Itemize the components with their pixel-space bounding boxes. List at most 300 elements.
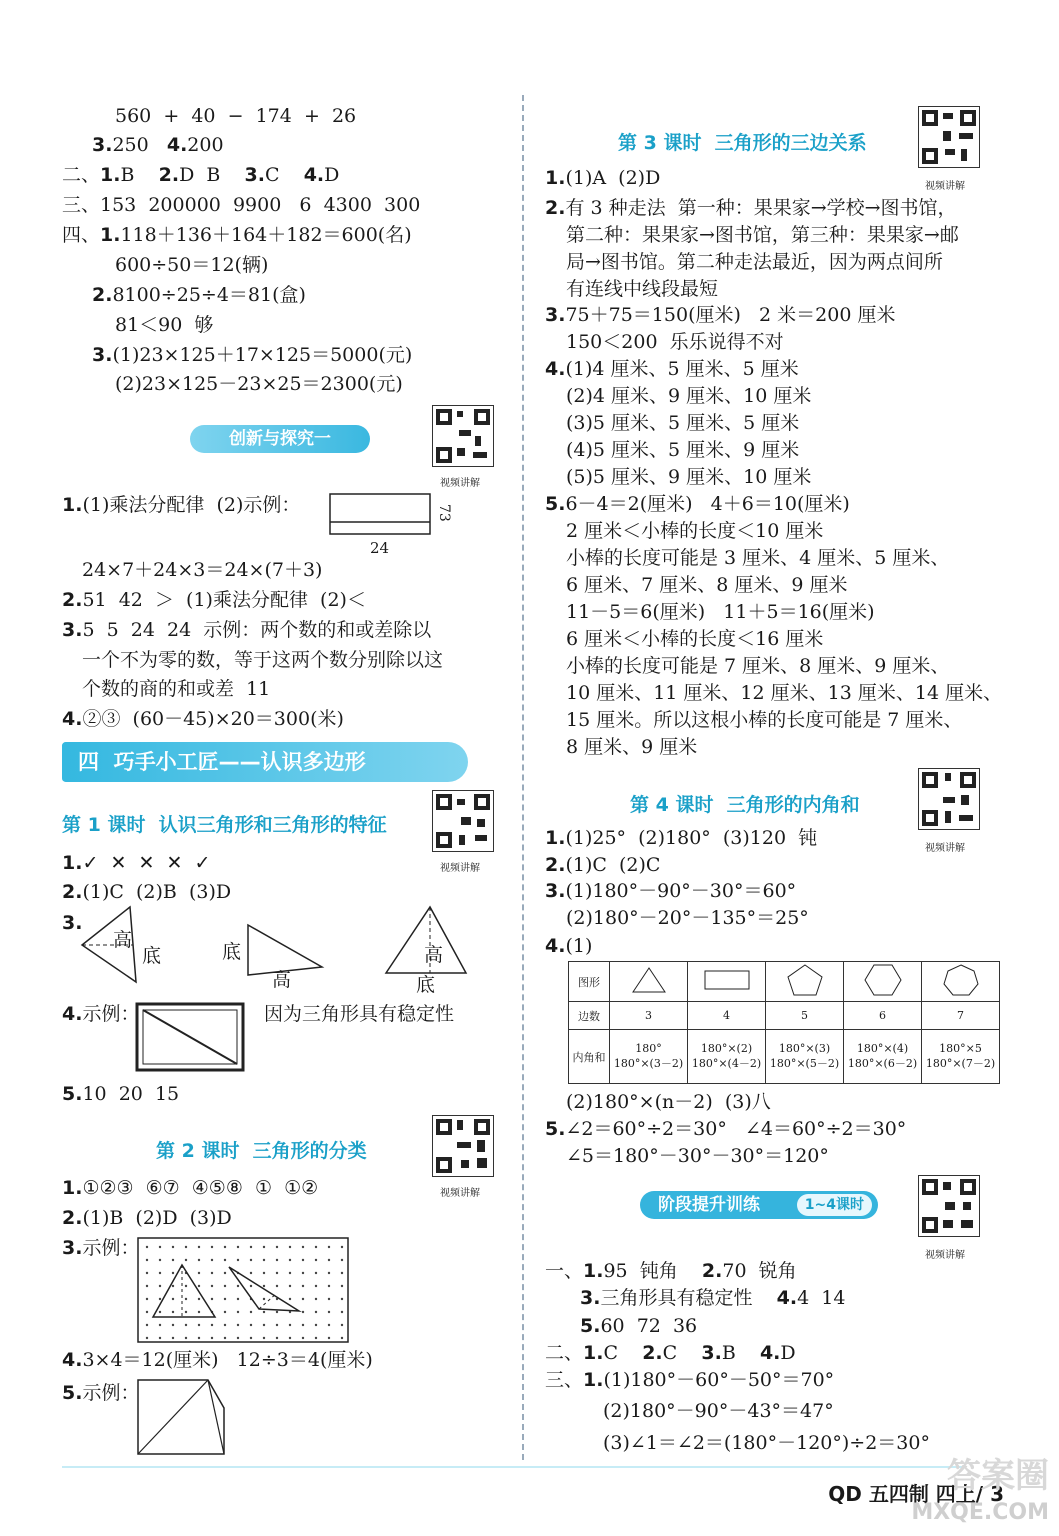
grid-dot bbox=[315, 1285, 317, 1287]
column-divider bbox=[522, 95, 524, 1460]
table-cell: 5 bbox=[766, 1002, 844, 1030]
answer: (1)180°－90°－30°＝60° bbox=[565, 880, 797, 902]
pentagon-shape bbox=[766, 962, 844, 1002]
grid-dot bbox=[159, 1337, 161, 1339]
grid-dot bbox=[237, 1324, 239, 1326]
grid-dot bbox=[211, 1298, 213, 1300]
grid-dot bbox=[289, 1285, 291, 1287]
grid-dot bbox=[198, 1285, 200, 1287]
line bbox=[580, 1286, 845, 1310]
answer: 有 3 种走法 第一种：果果家→学校→图书馆， bbox=[565, 197, 957, 219]
table-header: 内角和 bbox=[569, 1030, 610, 1084]
answer: D B bbox=[179, 164, 221, 186]
section-number: 三、 bbox=[545, 1369, 584, 1391]
grid-dot bbox=[172, 1246, 174, 1248]
grid-dot bbox=[159, 1298, 161, 1300]
line: 560 + 40 − 174 + 26 bbox=[115, 105, 357, 127]
item-number: 1. bbox=[583, 1342, 604, 1364]
grid-dot bbox=[146, 1311, 148, 1313]
grid-dot bbox=[198, 1246, 200, 1248]
section-number: 四、 bbox=[62, 224, 101, 246]
item-number: 2. bbox=[545, 197, 566, 219]
answer: 6－4＝2(厘米) 4＋6＝10(厘米) bbox=[565, 493, 850, 515]
grid-dot bbox=[328, 1285, 330, 1287]
grid-dot bbox=[185, 1311, 187, 1313]
page-footer: QD 五四制 四上/ 3 bbox=[828, 1482, 1004, 1506]
line: 600÷50＝12(辆) bbox=[115, 254, 269, 276]
grid-dot bbox=[172, 1337, 174, 1339]
answer: D bbox=[780, 1342, 796, 1364]
table-cell: 6 bbox=[844, 1002, 922, 1030]
grid-dot bbox=[185, 1246, 187, 1248]
item-number: 1. bbox=[545, 167, 566, 189]
grid-dot bbox=[159, 1259, 161, 1261]
grid-dot bbox=[146, 1324, 148, 1326]
table-cell: 180°×(2) 180°×(4－2) bbox=[688, 1030, 766, 1084]
grid-dot bbox=[198, 1259, 200, 1261]
grid-dot bbox=[198, 1311, 200, 1313]
grid-dot bbox=[315, 1324, 317, 1326]
unit-banner: 四 巧手小工匠——认识多边形 bbox=[62, 742, 468, 782]
grid-dot bbox=[328, 1298, 330, 1300]
item-number: 5. bbox=[545, 493, 566, 515]
grid-dot bbox=[172, 1272, 174, 1274]
answer: C bbox=[264, 164, 280, 186]
line: 第二种：果果家→图书馆，第三种：果果家→邮 bbox=[566, 224, 959, 246]
line bbox=[62, 1176, 318, 1200]
line bbox=[62, 588, 366, 612]
answer: (1) bbox=[565, 935, 593, 957]
answer: 示例： bbox=[82, 1382, 140, 1404]
table-cell: 180° 180°×(3－2) bbox=[610, 1030, 688, 1084]
grid-dot bbox=[302, 1285, 304, 1287]
grid-dot bbox=[302, 1324, 304, 1326]
grid-dot bbox=[185, 1298, 187, 1300]
grid-dot bbox=[211, 1259, 213, 1261]
grid-dot bbox=[146, 1337, 148, 1339]
grid-dot bbox=[211, 1246, 213, 1248]
item-number: 4. bbox=[62, 708, 83, 730]
item-number: 1. bbox=[583, 1369, 604, 1391]
grid-dot bbox=[185, 1324, 187, 1326]
line bbox=[62, 1002, 139, 1026]
item-number: 3. bbox=[92, 134, 113, 156]
grid-dot bbox=[250, 1285, 252, 1287]
lesson-title: 第 3 课时 三角形的三边关系 bbox=[618, 132, 867, 154]
line bbox=[545, 934, 592, 958]
grid-dot bbox=[289, 1298, 291, 1300]
grid-dot bbox=[341, 1272, 343, 1274]
line: 81＜90 够 bbox=[115, 314, 214, 336]
frame-with-brace-diagram bbox=[135, 1002, 247, 1074]
grid-dot bbox=[263, 1285, 265, 1287]
grid-dot bbox=[341, 1324, 343, 1326]
answer: 示例： bbox=[82, 1003, 140, 1025]
line: 小棒的长度可能是 7 厘米、8 厘米、9 厘米、 bbox=[566, 655, 950, 677]
lesson-title: 第 2 课时 三角形的分类 bbox=[156, 1140, 367, 1162]
item-number: 2. bbox=[62, 881, 83, 903]
line bbox=[545, 492, 850, 516]
table-cell: 7 bbox=[922, 1002, 1000, 1030]
grid-dot bbox=[224, 1285, 226, 1287]
answer: 95 钝角 bbox=[603, 1260, 678, 1282]
table-cell: 180°×5 180°×(7－2) bbox=[922, 1030, 1000, 1084]
grid-dot bbox=[224, 1272, 226, 1274]
grid-dot bbox=[328, 1272, 330, 1274]
grid-dot bbox=[198, 1272, 200, 1274]
grid-dot bbox=[185, 1285, 187, 1287]
item-number: 1. bbox=[100, 224, 121, 246]
line bbox=[580, 1314, 697, 1338]
answer: C bbox=[603, 1342, 619, 1364]
grid-dot bbox=[146, 1285, 148, 1287]
line: 6 厘米＜小棒的长度＜16 厘米 bbox=[566, 628, 824, 650]
grid-dot bbox=[276, 1272, 278, 1274]
item-number: 1. bbox=[62, 1177, 83, 1199]
item-number: 1. bbox=[62, 494, 83, 516]
grid-dot bbox=[276, 1246, 278, 1248]
line: 15 厘米。所以这根小棒的长度可能是 7 厘米、 bbox=[566, 709, 963, 731]
line bbox=[545, 166, 660, 190]
hexagon-shape bbox=[844, 962, 922, 1002]
item-number: 4. bbox=[545, 358, 566, 380]
triangle-shape bbox=[610, 962, 688, 1002]
qr-code-icon[interactable] bbox=[918, 1175, 980, 1237]
grid-dot bbox=[172, 1259, 174, 1261]
line: 10 厘米、11 厘米、12 厘米、13 厘米、14 厘米、 bbox=[566, 682, 1003, 704]
answer: 70 锐角 bbox=[722, 1260, 797, 1282]
height-label: 高 bbox=[424, 944, 444, 966]
grid-dot bbox=[250, 1324, 252, 1326]
item-number: 3. bbox=[62, 1237, 83, 1259]
grid-dot bbox=[224, 1337, 226, 1339]
grid-dot bbox=[341, 1246, 343, 1248]
grid-dot bbox=[211, 1272, 213, 1274]
qr-caption: 视频讲解 bbox=[925, 843, 965, 854]
grid-dot bbox=[159, 1246, 161, 1248]
answer: (1)25° (2)180° (3)120 钝 bbox=[565, 827, 818, 849]
line: 8 厘米、9 厘米 bbox=[566, 736, 698, 758]
grid-dot bbox=[289, 1337, 291, 1339]
item-number: 3. bbox=[580, 1287, 601, 1309]
grid-dot bbox=[315, 1259, 317, 1261]
answer: 10 20 15 bbox=[82, 1083, 180, 1105]
line bbox=[62, 618, 431, 642]
line: (3)5 厘米、5 厘米、5 厘米 bbox=[566, 412, 800, 434]
line: 24×7＋24×3＝24×(7＋3) bbox=[82, 559, 323, 581]
line bbox=[92, 343, 412, 367]
table-cell: 4 bbox=[688, 1002, 766, 1030]
rect-width-label: 24 bbox=[370, 539, 390, 557]
qr-code-icon[interactable] bbox=[918, 768, 980, 830]
answer: 60 72 36 bbox=[600, 1315, 698, 1337]
qr-code-icon[interactable] bbox=[432, 405, 494, 467]
item-number: 4. bbox=[776, 1287, 798, 1309]
grid-dot bbox=[159, 1324, 161, 1326]
stage-training-badge: 阶段提升训练 1~4课时 bbox=[640, 1191, 878, 1219]
answer: 75＋75＝150(厘米) 2 米＝200 厘米 bbox=[565, 304, 896, 326]
heptagon-shape bbox=[922, 962, 1000, 1002]
qr-code-icon[interactable] bbox=[918, 106, 980, 168]
answer: 200 bbox=[187, 134, 224, 156]
grid-dot bbox=[250, 1246, 252, 1248]
qr-caption: 视频讲解 bbox=[925, 1250, 965, 1261]
qr-caption: 视频讲解 bbox=[440, 1188, 480, 1199]
grid-dot bbox=[172, 1311, 174, 1313]
line bbox=[62, 163, 339, 187]
line: 150＜200 乐乐说得不对 bbox=[566, 331, 784, 353]
table-header: 边数 bbox=[569, 1002, 610, 1030]
item-number: 1. bbox=[100, 164, 121, 186]
grid-dot bbox=[159, 1311, 161, 1313]
grid-dot bbox=[328, 1246, 330, 1248]
line: 2 厘米＜小棒的长度＜10 厘米 bbox=[566, 520, 824, 542]
line: 小棒的长度可能是 3 厘米、4 厘米、5 厘米、 bbox=[566, 547, 950, 569]
watermark-logo: 答案圈 bbox=[947, 1456, 1049, 1496]
line: (2)4 厘米、9 厘米、10 厘米 bbox=[566, 385, 812, 407]
height-label: 高 bbox=[272, 969, 292, 991]
line bbox=[545, 853, 660, 877]
line bbox=[92, 133, 224, 157]
grid-dot bbox=[263, 1324, 265, 1326]
line: (4)5 厘米、5 厘米、9 厘米 bbox=[566, 439, 800, 461]
grid-dot bbox=[250, 1259, 252, 1261]
qr-code-icon[interactable] bbox=[432, 790, 494, 852]
grid-dot bbox=[224, 1246, 226, 1248]
qr-caption: 视频讲解 bbox=[440, 478, 480, 489]
grid-dot bbox=[341, 1337, 343, 1339]
grid-dot bbox=[224, 1311, 226, 1313]
item-number: 3. bbox=[244, 164, 265, 186]
line bbox=[62, 223, 412, 247]
grid-dot bbox=[237, 1311, 239, 1313]
grid-dot bbox=[172, 1324, 174, 1326]
grid-dot bbox=[146, 1298, 148, 1300]
grid-dot bbox=[315, 1311, 317, 1313]
answer: 8100÷25÷4＝81(盒) bbox=[112, 284, 306, 306]
item-number: 5. bbox=[580, 1315, 601, 1337]
grid-dot bbox=[315, 1298, 317, 1300]
grid-dot bbox=[263, 1272, 265, 1274]
item-number: 2. bbox=[701, 1260, 723, 1282]
polygon-table bbox=[568, 961, 1000, 1084]
answer: ②③ (60－45)×20＝300(米) bbox=[82, 708, 344, 730]
item-number: 5. bbox=[62, 1083, 83, 1105]
qr-caption: 视频讲解 bbox=[925, 181, 965, 192]
table-header: 图形 bbox=[569, 962, 610, 1002]
grid-dot bbox=[185, 1259, 187, 1261]
line bbox=[62, 1348, 373, 1372]
qr-code-icon[interactable] bbox=[432, 1115, 494, 1177]
table-cell: 180°×(3) 180°×(5－2) bbox=[766, 1030, 844, 1084]
grid-dot bbox=[328, 1337, 330, 1339]
line bbox=[545, 1117, 906, 1141]
grid-dot bbox=[159, 1272, 161, 1274]
grid-dot bbox=[315, 1337, 317, 1339]
item-number: 2. bbox=[62, 589, 83, 611]
qr-caption: 视频讲解 bbox=[440, 863, 480, 874]
line: 一个不为零的数，等于这两个数分别除以这 bbox=[82, 649, 444, 671]
answer: (1)23×125＋17×125＝5000(元) bbox=[112, 344, 413, 366]
grid-dot bbox=[198, 1337, 200, 1339]
item-number: 1. bbox=[62, 852, 83, 874]
line: 三、153 200000 9900 6 4300 300 bbox=[62, 194, 421, 216]
grid-dot bbox=[237, 1259, 239, 1261]
grid-dot bbox=[289, 1246, 291, 1248]
grid-dot bbox=[146, 1246, 148, 1248]
grid-dot bbox=[146, 1259, 148, 1261]
lesson-range-tag: 1~4课时 bbox=[797, 1194, 872, 1216]
grid-dot bbox=[341, 1285, 343, 1287]
grid-dot bbox=[172, 1285, 174, 1287]
answer: (1)A (2)D bbox=[565, 167, 661, 189]
grid-dot bbox=[328, 1259, 330, 1261]
answer: B bbox=[721, 1342, 736, 1364]
grid-dot bbox=[341, 1259, 343, 1261]
item-number: 5. bbox=[62, 1382, 83, 1404]
grid-dot bbox=[198, 1324, 200, 1326]
grid-dot bbox=[276, 1259, 278, 1261]
line: 6 厘米、7 厘米、8 厘米、9 厘米 bbox=[566, 574, 848, 596]
grid-dot bbox=[172, 1298, 174, 1300]
base-label: 底 bbox=[416, 974, 436, 996]
item-number: 1. bbox=[545, 827, 566, 849]
grid-dot bbox=[328, 1324, 330, 1326]
height-label: 高 bbox=[113, 929, 133, 951]
line bbox=[545, 303, 895, 327]
line: (2)180°－90°－43°＝47° bbox=[603, 1400, 834, 1422]
answer: C bbox=[662, 1342, 678, 1364]
rectangle-diagram bbox=[328, 492, 458, 554]
lesson-title: 第 4 课时 三角形的内角和 bbox=[630, 794, 860, 816]
item-number: 2. bbox=[62, 1207, 83, 1229]
item-number: 2. bbox=[158, 164, 180, 186]
grid-dot bbox=[250, 1311, 252, 1313]
grid-dot bbox=[198, 1298, 200, 1300]
grid-dot bbox=[276, 1337, 278, 1339]
grid-dot bbox=[237, 1337, 239, 1339]
line: (2)23×125－23×25＝2300(元) bbox=[115, 373, 403, 395]
line: (3)∠1＝∠2＝(180°－120°)÷2＝30° bbox=[603, 1432, 930, 1454]
answer: (1)C (2)B (3)D bbox=[82, 881, 232, 903]
answer: (1)C (2)C bbox=[565, 854, 661, 876]
grid-dot bbox=[302, 1298, 304, 1300]
item-number: 3. bbox=[62, 619, 83, 641]
item-number: 1. bbox=[583, 1260, 604, 1282]
answer: 因为三角形具有稳定性 bbox=[264, 1003, 455, 1025]
grid-dot bbox=[315, 1246, 317, 1248]
item-number: 4. bbox=[166, 134, 188, 156]
line bbox=[545, 1341, 796, 1365]
line: 个数的商的和或差 11 bbox=[82, 678, 271, 700]
grid-dot bbox=[302, 1311, 304, 1313]
grid-dot bbox=[185, 1337, 187, 1339]
grid-dot bbox=[237, 1285, 239, 1287]
grid-dot bbox=[263, 1246, 265, 1248]
item-number: 3. bbox=[545, 304, 566, 326]
item-number: 4. bbox=[62, 1003, 83, 1025]
item-number: 4. bbox=[545, 935, 566, 957]
grid-dot bbox=[263, 1298, 265, 1300]
line bbox=[62, 1236, 139, 1260]
line: (5)5 厘米、9 厘米、10 厘米 bbox=[566, 466, 812, 488]
item-number: 2. bbox=[642, 1342, 663, 1364]
base-label: 底 bbox=[142, 945, 162, 967]
lesson-title: 第 1 课时 认识三角形和三角形的特征 bbox=[62, 814, 387, 836]
grid-dot bbox=[341, 1298, 343, 1300]
line bbox=[545, 196, 957, 220]
grid-dot bbox=[289, 1272, 291, 1274]
item-number: 5. bbox=[545, 1118, 566, 1140]
grid-dot bbox=[211, 1324, 213, 1326]
grid-dot bbox=[250, 1337, 252, 1339]
dot-grid-diagram bbox=[137, 1237, 349, 1343]
trapezoid-diagram bbox=[136, 1378, 228, 1456]
grid-dot bbox=[224, 1298, 226, 1300]
answer: ①②③ ⑥⑦ ④⑤⑧ ① ①② bbox=[82, 1177, 319, 1199]
answer: D bbox=[324, 164, 340, 186]
line bbox=[62, 1082, 179, 1106]
grid-dot bbox=[263, 1311, 265, 1313]
answer: 示例： bbox=[82, 1237, 140, 1259]
line bbox=[62, 1381, 139, 1405]
grid-dot bbox=[263, 1337, 265, 1339]
grid-dot bbox=[302, 1259, 304, 1261]
item-number: 2. bbox=[92, 284, 113, 306]
line: (2)180°－20°－135°＝25° bbox=[566, 907, 809, 929]
grid-dot bbox=[315, 1272, 317, 1274]
answer: 250 bbox=[112, 134, 149, 156]
table-cell: 180°×(4) 180°×(6－2) bbox=[844, 1030, 922, 1084]
grid-dot bbox=[159, 1285, 161, 1287]
line bbox=[545, 826, 817, 850]
item-number: 3. bbox=[701, 1342, 722, 1364]
item-number: 4. bbox=[62, 1349, 83, 1371]
item-number: 4. bbox=[303, 164, 325, 186]
grid-dot bbox=[237, 1298, 239, 1300]
answer: (1)B (2)D (3)D bbox=[82, 1207, 232, 1229]
line: (2)180°×(n－2) (3)八 bbox=[566, 1091, 771, 1113]
item-number: 3. bbox=[92, 344, 113, 366]
line bbox=[62, 880, 231, 904]
answer: 三角形具有稳定性 bbox=[600, 1287, 753, 1309]
grid-dot bbox=[146, 1272, 148, 1274]
line bbox=[545, 1259, 797, 1283]
item-number: 4. bbox=[759, 1342, 781, 1364]
watermark-url: MXQE.COM bbox=[911, 1500, 1049, 1525]
answer: 118＋136＋164＋182＝600(名) bbox=[120, 224, 412, 246]
grid-dot bbox=[211, 1337, 213, 1339]
grid-dot bbox=[341, 1311, 343, 1313]
line: 局→图书馆。第二种走法最近，因为两点间所 bbox=[566, 251, 943, 273]
line bbox=[545, 1368, 834, 1392]
footer-rule bbox=[62, 1466, 962, 1468]
section-number: 一、 bbox=[545, 1260, 584, 1282]
line bbox=[62, 707, 344, 731]
section-number: 二、 bbox=[545, 1342, 584, 1364]
base-label: 底 bbox=[222, 941, 242, 963]
item-number: 2. bbox=[545, 854, 566, 876]
answer: ∠2＝60°÷2＝30° ∠4＝60°÷2＝30° bbox=[565, 1118, 907, 1140]
answer: B bbox=[120, 164, 135, 186]
line bbox=[92, 283, 306, 307]
grid-dot bbox=[302, 1272, 304, 1274]
rect-height-label: 73 bbox=[436, 504, 452, 522]
line bbox=[545, 879, 796, 903]
grid-dot bbox=[224, 1259, 226, 1261]
rectangle-shape bbox=[688, 962, 766, 1002]
line bbox=[62, 493, 300, 517]
